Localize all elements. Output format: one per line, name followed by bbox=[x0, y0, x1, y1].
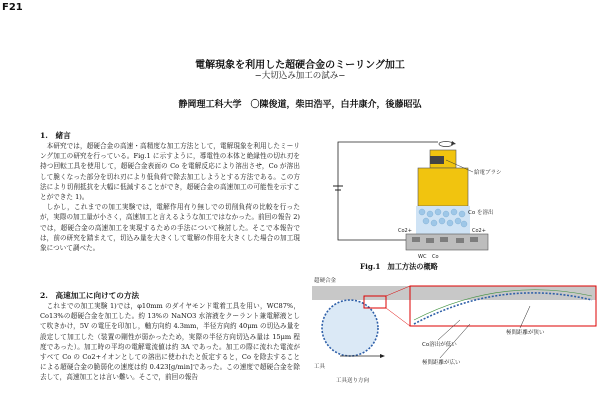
label-wc: WC bbox=[418, 254, 427, 260]
label-elution-low: 極間距離が狭い bbox=[506, 330, 545, 336]
paper-authors: 静岡理工科大学 〇陳俊道，柴田浩平，白井康介，後藤昭弘 bbox=[178, 100, 422, 110]
label-cemented-carbide: 超硬合金 bbox=[314, 278, 337, 284]
paper-title: 電解現象を利用した超硬合金のミーリング加工 bbox=[195, 60, 405, 71]
figure-1-diagram bbox=[318, 128, 568, 278]
label-feed-direction: 工具送り方向 bbox=[336, 378, 370, 384]
label-brush: 給電ブラシ bbox=[474, 170, 502, 176]
section-body bbox=[40, 301, 300, 383]
paragraph: これまでの加工実験 1)では，φ10mm のダイヤモンド電着工具を用い，WC87%，Co13%の超硬合金を加工した。約 13%の NaNO3 水溶液をクーラント兼電解液として吹きかけ，5V の電圧を印加し，軸方向約 4.3mm，半径方向約 40μm の切込み量を設定して加工した（装置の剛性が弱かったため，実際の半径方向切込み量は 15μm 程度であった）。加工時の平均の電解電流値は約 3A であった。加工の際に流れた電流がすべて Co の Co2+イオンとしての溶出に使われたと仮定すると，Co を除去することによる超硬合金の脆弱化の速度は約 0.423[g/min]であった。この速度で超硬合金を除去して，高速加工とは言い難い。そこで，前回の報告 bbox=[40, 302, 300, 382]
section-heading: 2. 高速加工に向けての方法 bbox=[40, 291, 140, 300]
section-body bbox=[40, 141, 300, 253]
label-elution-high: 極間距離が広い bbox=[422, 360, 461, 366]
figure-2 bbox=[310, 276, 600, 400]
label-tool: 工具 bbox=[314, 364, 326, 370]
page-id: F21 bbox=[2, 2, 23, 13]
label-co: Co bbox=[432, 254, 439, 260]
label-co-ion: Co2+ bbox=[398, 228, 412, 234]
figure-1 bbox=[318, 128, 568, 278]
section-heading: 1. 緒言 bbox=[40, 131, 71, 140]
figure-2-diagram bbox=[310, 276, 600, 400]
paragraph: 本研究では，超硬合金の高速・高精度な加工方法として，電解現象を利用したミーリング加工の研究を行っている。Fig.1 に示すように，導電性の本体と絶縁性の切れ刃を持つ回転工具を使用して，超硬合金表面の Co を電解反応により溶出させ，Co が溶出して脆くなった部分を切れ刃により低負荷で除去加工しようとする方法である。この方法により切削抵抗を大幅に低減することができ，超硬合金の高速加工の可能性を示すことができた 1)。 bbox=[40, 142, 300, 202]
label-low-elution: Co溶出が低い bbox=[422, 342, 457, 348]
label-co-elution: Co を溶出 bbox=[468, 210, 494, 216]
paper-subtitle: −大切込み加工の試み− bbox=[254, 71, 346, 81]
label-co-ion-right: Co2+ bbox=[472, 228, 486, 234]
paragraph: しかし，これまでの加工実験では，電解作用有り無しでの切削負荷の比較を行ったが，実際の加工量が小さく，高速加工と言えるような加工ではなかった。前回の報告 2)では，超硬合金の高速加工を実現するための手法について検討した。そこで本報告では，前の研究を踏まえて，切込み量を大きくして電解の作用を大きくした場合の加工現象について調べた。 bbox=[40, 203, 300, 253]
figure-1-caption: Fig.1 加工方法の概略 bbox=[360, 262, 438, 271]
